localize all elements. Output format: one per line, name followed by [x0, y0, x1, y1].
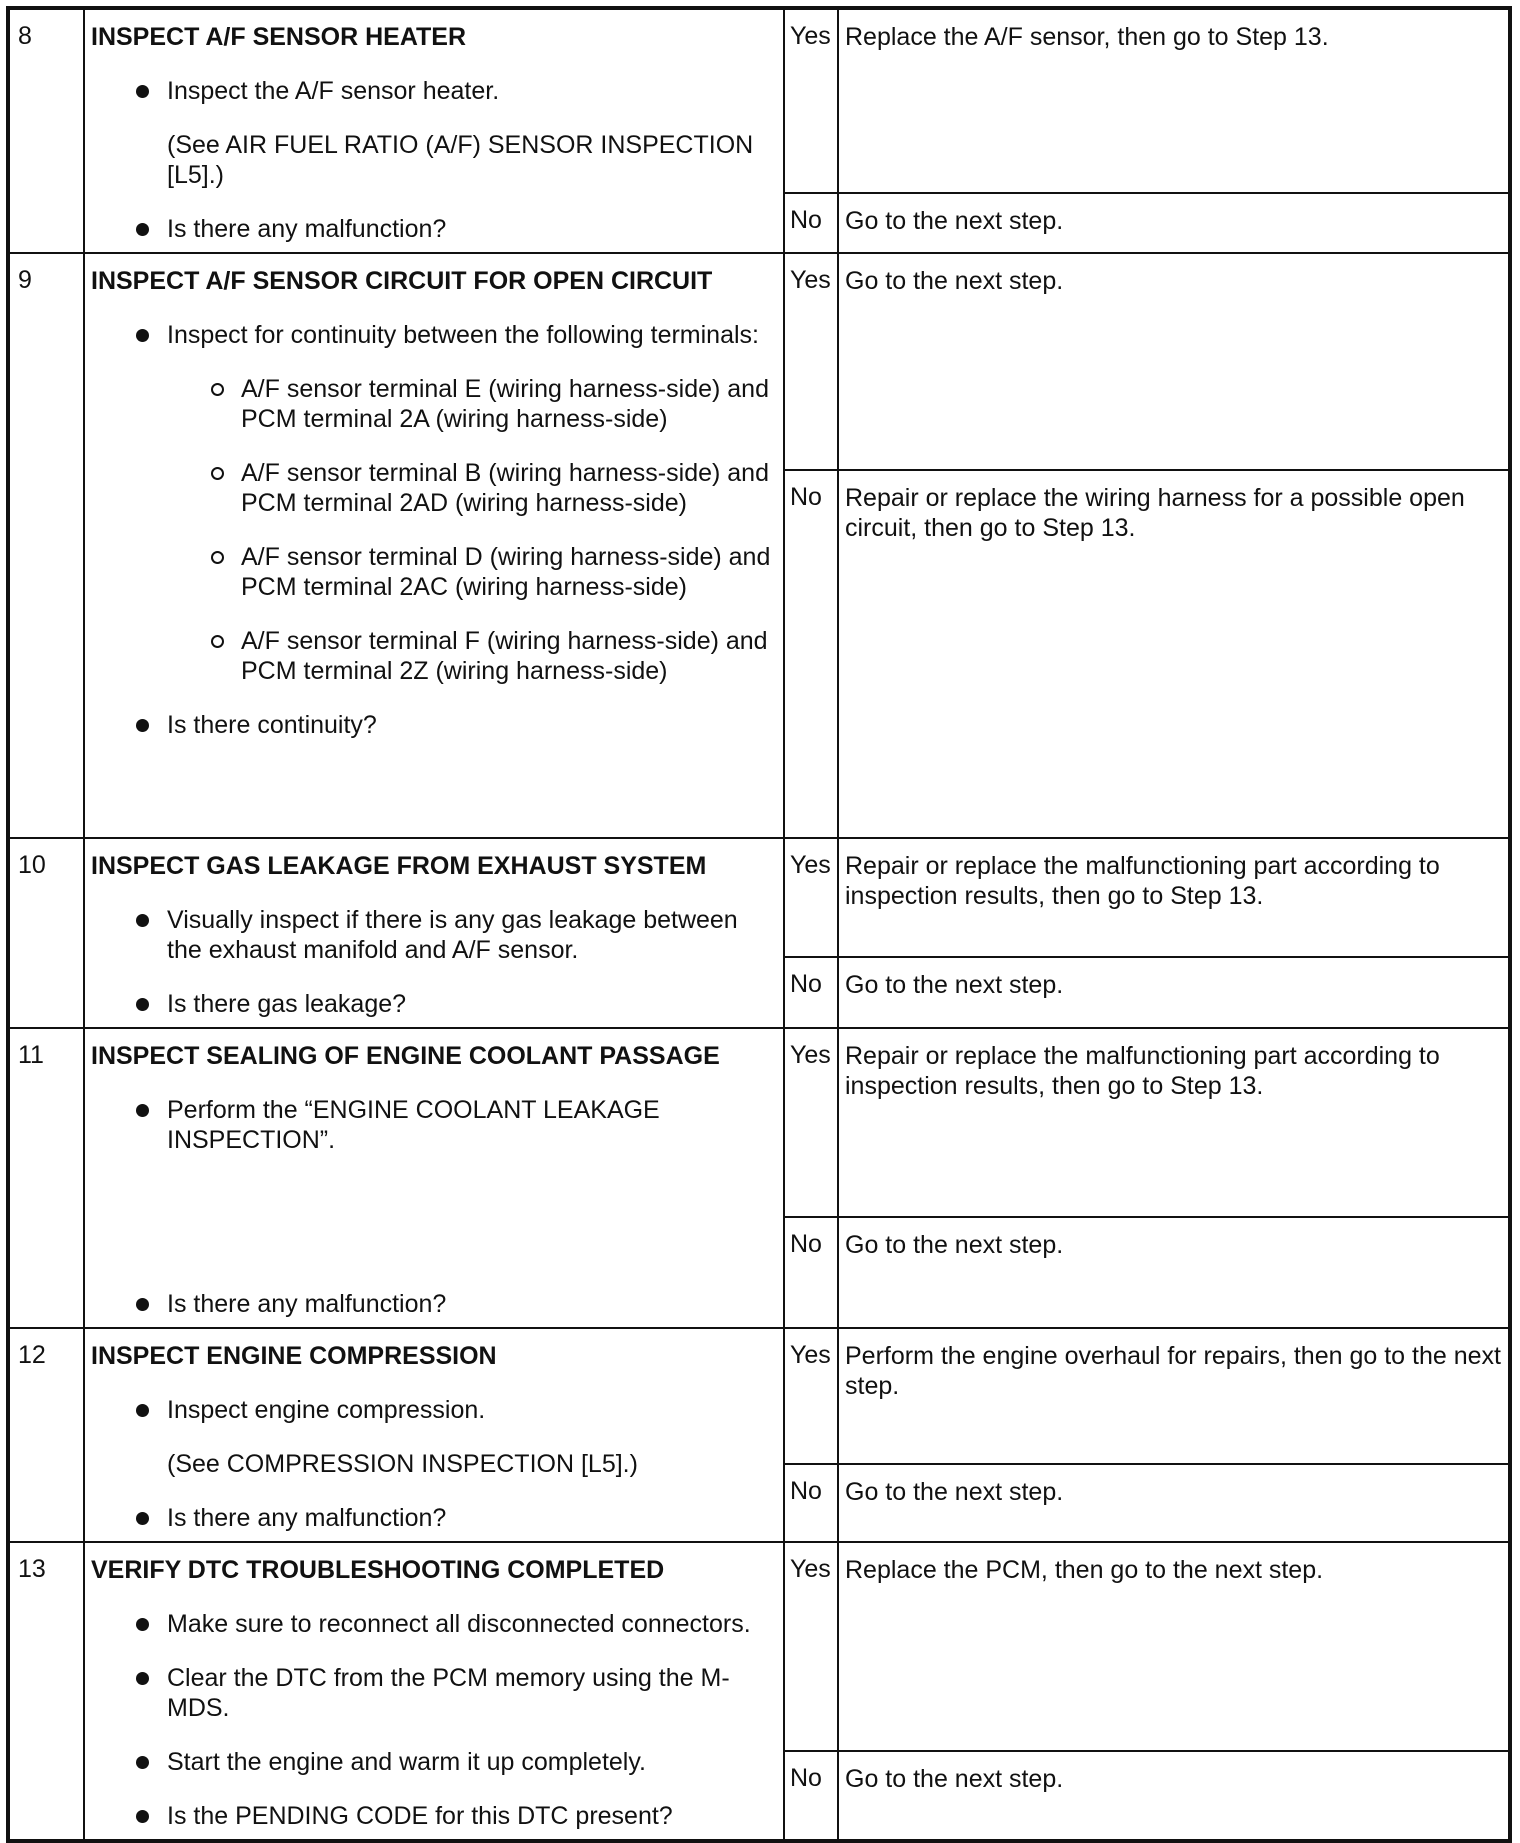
yes-label: Yes — [784, 8, 838, 193]
yes-action: Go to the next step. — [838, 253, 1510, 470]
yes-label: Yes — [784, 838, 838, 957]
step-13-yes-row — [8, 1542, 1510, 1751]
procedure-bullet: Is there any malfunction? — [91, 1289, 775, 1319]
yes-action: Replace the A/F sensor, then go to Step 13. — [838, 8, 1510, 193]
yes-action: Repair or replace the malfunctioning part according to inspection results, then go to Step 13. — [838, 1028, 1510, 1217]
procedure-note: (See COMPRESSION INSPECTION [L5].) — [167, 1450, 638, 1478]
no-action: Repair or replace the wiring harness for a possible open circuit, then go to Step 13. — [838, 470, 1510, 838]
no-label: No — [784, 1751, 838, 1841]
yes-action: Perform the engine overhaul for repairs, then go to the next step. — [838, 1328, 1510, 1464]
step-number: 9 — [8, 253, 84, 838]
no-action: Go to the next step. — [838, 1751, 1510, 1841]
step-procedure — [84, 1028, 784, 1328]
yes-label: Yes — [784, 1542, 838, 1751]
procedure-bullet: Clear the DTC from the PCM memory using the M-MDS. — [91, 1663, 775, 1723]
procedure-bullet: Is there continuity? — [91, 710, 775, 740]
no-label: No — [784, 1217, 838, 1328]
no-label: No — [784, 193, 838, 253]
yes-label: Yes — [784, 1028, 838, 1217]
no-action: Go to the next step. — [838, 1464, 1510, 1542]
yes-label: Yes — [784, 253, 838, 470]
procedure-sub-item: A/F sensor terminal D (wiring harness-side) and PCM terminal 2AC (wiring harness-side) — [91, 542, 775, 602]
procedure-sub-item: A/F sensor terminal B (wiring harness-side) and PCM terminal 2AD (wiring harness-side) — [91, 458, 775, 518]
step-8-yes-row — [8, 8, 1510, 193]
step-11-yes-row — [8, 1028, 1510, 1217]
procedure-bullet: Inspect engine compression. — [91, 1395, 775, 1425]
step-title: INSPECT ENGINE COMPRESSION — [91, 1342, 497, 1370]
step-procedure — [84, 838, 784, 1028]
step-number: 10 — [8, 838, 84, 1028]
no-action: Go to the next step. — [838, 1217, 1510, 1328]
no-label: No — [784, 1464, 838, 1542]
yes-action: Replace the PCM, then go to the next step. — [838, 1542, 1510, 1751]
step-number: 12 — [8, 1328, 84, 1542]
step-procedure — [84, 253, 784, 838]
procedure-bullet: Is the PENDING CODE for this DTC present? — [91, 1801, 775, 1831]
no-action: Go to the next step. — [838, 957, 1510, 1028]
step-title: INSPECT A/F SENSOR HEATER — [91, 23, 467, 51]
step-procedure — [84, 8, 784, 253]
yes-label: Yes — [784, 1328, 838, 1464]
step-10-yes-row — [8, 838, 1510, 957]
procedure-bullet: Start the engine and warm it up completely. — [91, 1747, 775, 1777]
no-label: No — [784, 957, 838, 1028]
step-number: 11 — [8, 1028, 84, 1328]
procedure-sub-item: A/F sensor terminal E (wiring harness-side) and PCM terminal 2A (wiring harness-side) — [91, 374, 775, 434]
step-9-yes-row — [8, 253, 1510, 470]
step-procedure — [84, 1542, 784, 1841]
procedure-bullet: Inspect for continuity between the following terminals: — [91, 320, 775, 350]
step-number: 13 — [8, 1542, 84, 1841]
procedure-bullet: Inspect the A/F sensor heater. — [91, 76, 775, 106]
procedure-bullet: Is there any malfunction? — [91, 1503, 775, 1533]
no-label: No — [784, 470, 838, 838]
yes-action: Repair or replace the malfunctioning part according to inspection results, then go to Step 13. — [838, 838, 1510, 957]
no-action: Go to the next step. — [838, 193, 1510, 253]
troubleshooting-table — [6, 6, 1512, 1843]
step-title: VERIFY DTC TROUBLESHOOTING COMPLETED — [91, 1556, 665, 1584]
step-12-yes-row — [8, 1328, 1510, 1464]
procedure-bullet: Visually inspect if there is any gas leakage between the exhaust manifold and A/F sensor. — [91, 905, 775, 965]
procedure-bullet: Is there any malfunction? — [91, 214, 775, 244]
procedure-bullet: Make sure to reconnect all disconnected connectors. — [91, 1609, 775, 1639]
step-title: INSPECT SEALING OF ENGINE COOLANT PASSAGE — [91, 1042, 720, 1070]
step-procedure — [84, 1328, 784, 1542]
step-title: INSPECT A/F SENSOR CIRCUIT FOR OPEN CIRCUIT — [91, 267, 713, 295]
step-title: INSPECT GAS LEAKAGE FROM EXHAUST SYSTEM — [91, 852, 707, 880]
procedure-sub-item: A/F sensor terminal F (wiring harness-side) and PCM terminal 2Z (wiring harness-side) — [91, 626, 775, 686]
procedure-note: (See AIR FUEL RATIO (A/F) SENSOR INSPECTION [L5].) — [167, 131, 754, 189]
procedure-bullet: Perform the “ENGINE COOLANT LEAKAGE INSPECTION”. — [91, 1095, 775, 1155]
procedure-spacer — [91, 1179, 775, 1289]
procedure-bullet: Is there gas leakage? — [91, 989, 775, 1019]
step-number: 8 — [8, 8, 84, 253]
